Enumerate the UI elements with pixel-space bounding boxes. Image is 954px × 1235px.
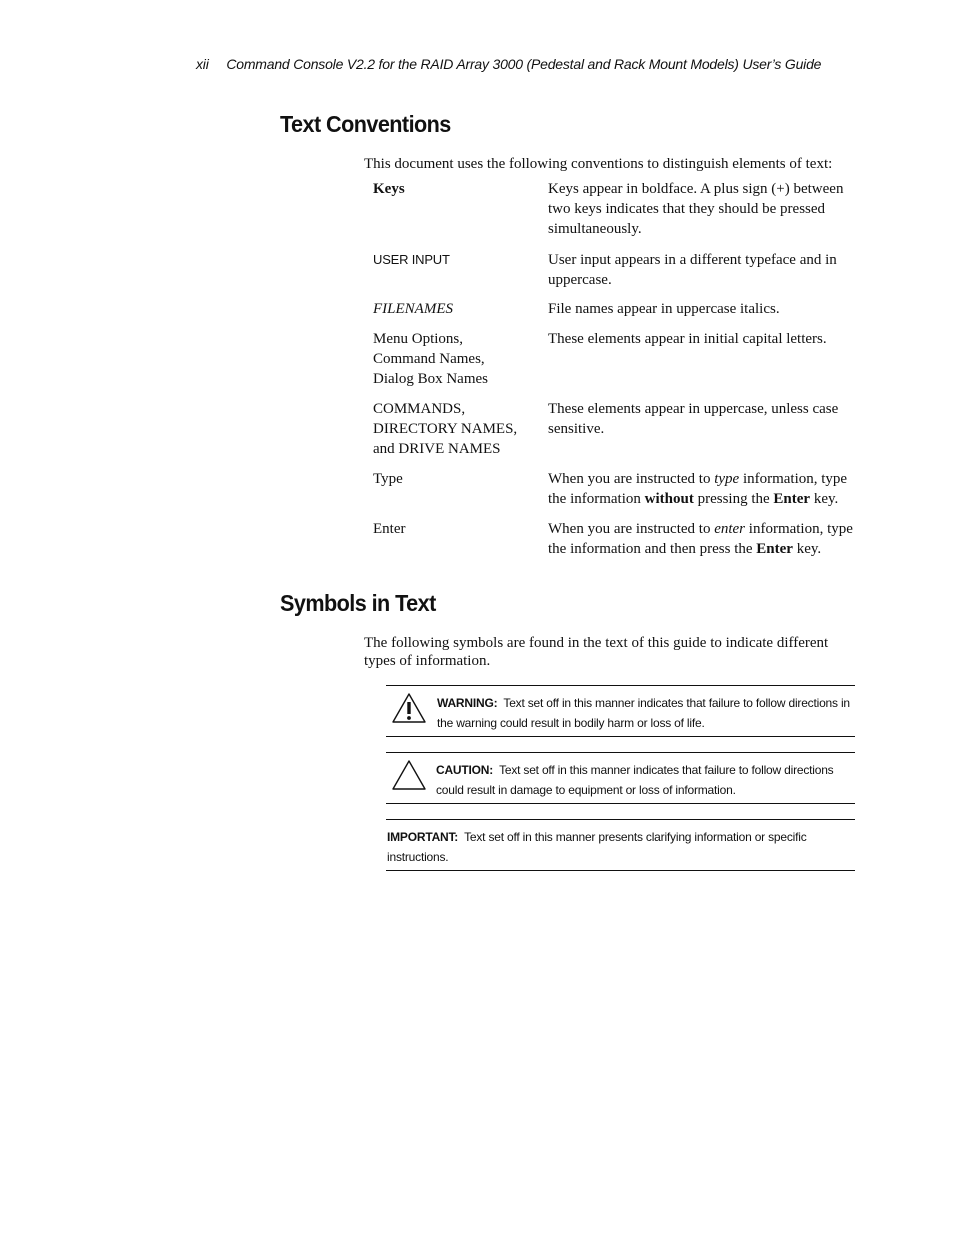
conv-term: Enter bbox=[373, 521, 406, 537]
conv-term: USER INPUT bbox=[373, 252, 450, 267]
conv-desc: Keys appear in boldface. A plus sign (+) between two keys indicates that they should be pressed simultaneously. bbox=[548, 181, 844, 237]
page-number: xii bbox=[196, 56, 209, 72]
desc-bold: Enter bbox=[773, 491, 811, 507]
conv-desc: File names appear in uppercase italics. bbox=[548, 301, 780, 317]
important-body bbox=[387, 827, 851, 867]
warning-text: Text set off in this manner indicates that failure to follow directions in the warning could result in bodily harm or loss of life. bbox=[437, 696, 850, 730]
desc-italic: type bbox=[714, 471, 740, 487]
conv-term: Type bbox=[373, 471, 403, 487]
section-heading-symbols-in-text: Symbols in Text bbox=[280, 590, 436, 616]
running-header bbox=[196, 56, 821, 72]
desc-bold: without bbox=[644, 491, 694, 507]
symbols-intro: The following symbols are found in the text of this guide to indicate different types of information. bbox=[364, 635, 829, 669]
desc-text: key. bbox=[810, 491, 839, 507]
important-notice bbox=[386, 819, 855, 871]
conv-term-line: DIRECTORY NAMES, bbox=[373, 421, 518, 437]
conv-term: FILENAMES bbox=[373, 301, 453, 317]
conv-term bbox=[373, 329, 548, 389]
conv-term bbox=[373, 399, 548, 459]
conv-row-enter bbox=[373, 519, 873, 559]
caution-text: Text set off in this manner indicates that failure to follow directions could result in damage to equipment or loss of information. bbox=[436, 763, 834, 797]
conv-term-line: Dialog Box Names bbox=[373, 371, 488, 387]
important-text: Text set off in this manner presents clarifying information or specific instructions. bbox=[387, 830, 807, 864]
conv-term-line: Command Names, bbox=[373, 351, 485, 367]
desc-text: pressing the bbox=[693, 491, 774, 507]
conv-term-line: Menu Options, bbox=[373, 331, 463, 347]
desc-text: information, type the information bbox=[548, 471, 848, 507]
conv-desc: These elements appear in initial capital letters. bbox=[548, 331, 827, 347]
conv-term: Keys bbox=[373, 181, 405, 197]
warning-body bbox=[437, 693, 851, 733]
desc-italic: enter bbox=[714, 521, 746, 537]
conv-row-keys bbox=[373, 179, 873, 239]
conv-term-line: and DRIVE NAMES bbox=[373, 441, 501, 457]
conv-row-filenames bbox=[373, 299, 873, 319]
caution-notice bbox=[386, 752, 855, 804]
warning-triangle-icon bbox=[391, 691, 427, 725]
caution-label: CAUTION: bbox=[436, 763, 494, 777]
conv-desc bbox=[548, 469, 868, 509]
desc-text: key. bbox=[792, 541, 822, 557]
conv-row-user-input bbox=[373, 250, 873, 290]
desc-text: information, type the information and then press the bbox=[548, 521, 853, 557]
warning-label: WARNING: bbox=[437, 696, 498, 710]
desc-text: When you are instructed to bbox=[548, 521, 715, 537]
document-title: Command Console V2.2 for the RAID Array 3000 (Pedestal and Rack Mount Models) User’s Guide bbox=[226, 56, 822, 72]
conv-row-commands bbox=[373, 399, 873, 459]
conventions-table bbox=[373, 179, 873, 570]
conv-term-line: COMMANDS, bbox=[373, 401, 466, 417]
caution-body bbox=[436, 760, 851, 800]
warning-notice bbox=[386, 685, 855, 737]
conv-desc: User input appears in a different typeface and in uppercase. bbox=[548, 252, 837, 288]
desc-bold: Enter bbox=[756, 541, 793, 557]
conventions-intro: This document uses the following conventions to distinguish elements of text: bbox=[364, 156, 833, 172]
conv-desc bbox=[548, 519, 868, 559]
important-label: IMPORTANT: bbox=[387, 830, 459, 844]
caution-triangle-icon bbox=[391, 758, 427, 792]
conv-row-type bbox=[373, 469, 873, 509]
section-heading-text-conventions: Text Conventions bbox=[280, 111, 451, 137]
desc-text: When you are instructed to bbox=[548, 471, 715, 487]
conv-desc: These elements appear in uppercase, unless case sensitive. bbox=[548, 401, 839, 437]
conv-row-menu-options bbox=[373, 329, 873, 389]
